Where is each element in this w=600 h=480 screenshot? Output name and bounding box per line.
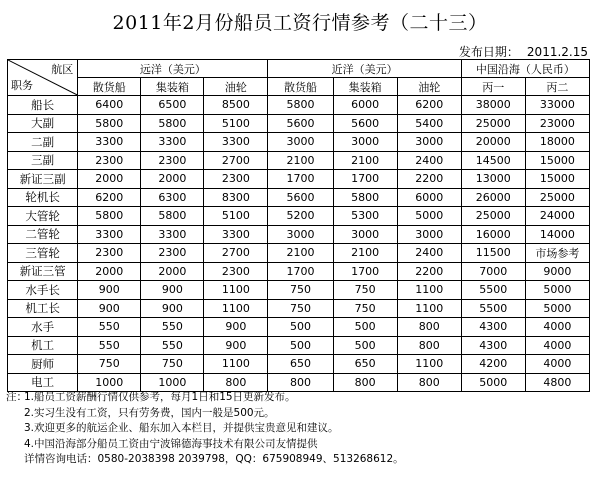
table-row [8, 225, 590, 244]
wage-cell: 5100 [204, 207, 268, 226]
wage-cell: 5000 [397, 207, 461, 226]
wage-cell: 650 [268, 355, 333, 374]
wage-cell: 5800 [141, 114, 204, 133]
subheader-cell: 油轮 [397, 78, 461, 96]
wage-cell: 1100 [204, 355, 268, 374]
rank-cell: 大副 [8, 114, 78, 133]
wage-cell: 900 [78, 281, 141, 300]
wage-cell: 550 [78, 336, 141, 355]
wage-cell: 800 [204, 373, 268, 392]
wage-cell: 3000 [268, 133, 333, 152]
rank-cell: 新证三管 [8, 262, 78, 281]
wage-cell: 4800 [525, 373, 589, 392]
wage-cell: 2100 [333, 151, 397, 170]
wage-cell: 800 [268, 373, 333, 392]
note-item: 1.船员工资薪酬行情仅供参考，每月1日和15日更新发布。 [24, 391, 296, 403]
wage-cell: 1100 [397, 355, 461, 374]
wage-cell: 市场参考 [525, 244, 589, 263]
wage-cell: 650 [333, 355, 397, 374]
wage-cell: 8500 [204, 96, 268, 115]
notes-lead: 注： [6, 391, 27, 403]
wage-cell: 25000 [461, 114, 525, 133]
wage-cell: 3000 [333, 133, 397, 152]
wage-cell: 500 [268, 336, 333, 355]
wage-cell: 2700 [204, 151, 268, 170]
wage-cell: 14500 [461, 151, 525, 170]
wage-cell: 5800 [78, 114, 141, 133]
wage-cell: 5600 [268, 188, 333, 207]
wage-cell: 6500 [141, 96, 204, 115]
wage-cell: 33000 [525, 96, 589, 115]
publish-date [451, 43, 588, 60]
wage-cell: 1700 [333, 262, 397, 281]
wage-cell: 1000 [141, 373, 204, 392]
wage-cell: 2300 [78, 244, 141, 263]
wage-cell: 2000 [78, 262, 141, 281]
wage-cell: 4000 [525, 336, 589, 355]
wage-cell: 2100 [268, 244, 333, 263]
wage-cell: 6000 [397, 188, 461, 207]
table-row [8, 96, 590, 115]
wage-cell: 3000 [397, 133, 461, 152]
wage-cell: 4200 [461, 355, 525, 374]
table-row [8, 373, 590, 392]
wage-cell: 5100 [204, 114, 268, 133]
wage-cell: 750 [333, 299, 397, 318]
wage-cell: 500 [268, 318, 333, 337]
wage-cell: 2400 [397, 151, 461, 170]
wage-cell: 900 [78, 299, 141, 318]
wage-cell: 5000 [525, 299, 589, 318]
wage-cell: 1100 [397, 299, 461, 318]
wage-cell: 5500 [461, 299, 525, 318]
publish-date-value: 2011.2.15 [526, 45, 588, 59]
wage-cell: 2000 [141, 170, 204, 189]
wage-cell: 3300 [204, 225, 268, 244]
note-item: 2.实习生没有工资，只有劳务费，国内一般是500元。 [24, 406, 275, 419]
rank-cell: 二管轮 [8, 225, 78, 244]
group-header-ocean: 远洋（美元） [78, 60, 268, 78]
wage-cell: 5600 [268, 114, 333, 133]
wage-cell: 26000 [461, 188, 525, 207]
subheader-cell: 集装箱 [333, 78, 397, 96]
wage-cell: 20000 [461, 133, 525, 152]
wage-table [7, 59, 590, 392]
notes-section [6, 390, 404, 468]
subheader-cell: 丙一 [461, 78, 525, 96]
table-row [8, 114, 590, 133]
subheader-cell: 散货船 [78, 78, 141, 96]
wage-cell: 800 [397, 336, 461, 355]
wage-cell: 11500 [461, 244, 525, 263]
wage-cell: 3000 [268, 225, 333, 244]
wage-cell: 2200 [397, 170, 461, 189]
wage-cell: 900 [141, 281, 204, 300]
wage-cell: 4000 [525, 355, 589, 374]
wage-cell: 6200 [397, 96, 461, 115]
wage-cell: 800 [333, 373, 397, 392]
wage-cell: 3300 [78, 133, 141, 152]
note-item: 3.欢迎更多的航运企业、船东加入本栏目，并提供宝贵意见和建议。 [24, 422, 339, 434]
wage-cell: 800 [397, 373, 461, 392]
wage-cell: 6300 [141, 188, 204, 207]
wage-cell: 550 [141, 336, 204, 355]
table-row [8, 318, 590, 337]
wage-cell: 5300 [333, 207, 397, 226]
rank-cell: 电工 [8, 373, 78, 392]
wage-cell: 2300 [204, 170, 268, 189]
wage-cell: 2000 [141, 262, 204, 281]
wage-cell: 13000 [461, 170, 525, 189]
wage-cell: 800 [397, 318, 461, 337]
wage-cell: 1700 [268, 170, 333, 189]
wage-cell: 2200 [397, 262, 461, 281]
wage-cell: 5800 [141, 207, 204, 226]
contact-info: 详情咨询电话：0580-2038398 2039798，QQ：675908949、513268612。 [24, 453, 404, 465]
table-row [8, 133, 590, 152]
wage-cell: 9000 [525, 262, 589, 281]
table-row [8, 262, 590, 281]
wage-cell: 24000 [525, 207, 589, 226]
wage-cell: 2300 [141, 151, 204, 170]
wage-cell: 2700 [204, 244, 268, 263]
wage-cell: 3300 [141, 133, 204, 152]
rank-cell: 三副 [8, 151, 78, 170]
wage-cell: 550 [78, 318, 141, 337]
wage-cell: 6000 [333, 96, 397, 115]
wage-cell: 8300 [204, 188, 268, 207]
table-row [8, 336, 590, 355]
table-row [8, 188, 590, 207]
corner-route-label: 航区 [51, 63, 74, 76]
wage-cell: 5500 [461, 281, 525, 300]
wage-cell: 15000 [525, 151, 589, 170]
group-header-coastal: 中国沿海（人民币） [461, 60, 589, 78]
wage-cell: 5000 [525, 281, 589, 300]
wage-cell: 15000 [525, 170, 589, 189]
wage-cell: 2300 [204, 262, 268, 281]
wage-cell: 4000 [525, 318, 589, 337]
wage-cell: 500 [333, 318, 397, 337]
wage-cell: 3300 [78, 225, 141, 244]
wage-cell: 25000 [525, 188, 589, 207]
wage-cell: 5200 [268, 207, 333, 226]
wage-cell: 16000 [461, 225, 525, 244]
corner-header [8, 60, 78, 96]
page-title: 2011年2月份船员工资行情参考（二十三） [112, 12, 488, 34]
wage-cell: 3300 [204, 133, 268, 152]
rank-cell: 水手 [8, 318, 78, 337]
group-header-row [8, 60, 590, 78]
wage-cell: 2300 [78, 151, 141, 170]
wage-cell: 1100 [204, 299, 268, 318]
wage-cell: 900 [204, 336, 268, 355]
table-row [8, 244, 590, 263]
subheader-cell: 散货船 [268, 78, 333, 96]
rank-cell: 机工 [8, 336, 78, 355]
wage-cell: 4300 [461, 336, 525, 355]
wage-cell: 3300 [141, 225, 204, 244]
wage-cell: 5800 [268, 96, 333, 115]
table-row [8, 207, 590, 226]
wage-cell: 750 [268, 281, 333, 300]
wage-cell: 750 [333, 281, 397, 300]
rank-cell: 二副 [8, 133, 78, 152]
wage-cell: 900 [141, 299, 204, 318]
table-row [8, 281, 590, 300]
wage-cell: 14000 [525, 225, 589, 244]
rank-cell: 机工长 [8, 299, 78, 318]
subheader-row [8, 78, 590, 96]
wage-cell: 6400 [78, 96, 141, 115]
rank-cell: 三管轮 [8, 244, 78, 263]
wage-cell: 5800 [78, 207, 141, 226]
wage-cell: 23000 [525, 114, 589, 133]
table-row [8, 170, 590, 189]
wage-cell: 5600 [333, 114, 397, 133]
wage-cell: 38000 [461, 96, 525, 115]
rank-cell: 新证三副 [8, 170, 78, 189]
wage-cell: 1700 [333, 170, 397, 189]
rank-cell: 大管轮 [8, 207, 78, 226]
note-item: 4.中国沿海部分船员工资由宁波锦德海事技术有限公司友情提供 [24, 437, 318, 450]
publish-date-label: 发布日期： [458, 45, 519, 59]
table-row [8, 355, 590, 374]
wage-cell: 2100 [333, 244, 397, 263]
wage-cell: 900 [204, 318, 268, 337]
group-header-nearsea: 近洋（美元） [268, 60, 461, 78]
wage-cell: 1700 [268, 262, 333, 281]
table-row [8, 151, 590, 170]
subheader-cell: 油轮 [204, 78, 268, 96]
wage-cell: 7000 [461, 262, 525, 281]
rank-cell: 水手长 [8, 281, 78, 300]
rank-cell: 轮机长 [8, 188, 78, 207]
wage-cell: 3000 [397, 225, 461, 244]
wage-cell: 500 [333, 336, 397, 355]
table-row [8, 299, 590, 318]
wage-cell: 750 [141, 355, 204, 374]
wage-cell: 1100 [204, 281, 268, 300]
wage-cell: 2400 [397, 244, 461, 263]
wage-cell: 25000 [461, 207, 525, 226]
wage-cell: 750 [268, 299, 333, 318]
subheader-cell: 集装箱 [141, 78, 204, 96]
wage-cell: 5800 [333, 188, 397, 207]
subheader-cell: 丙二 [525, 78, 589, 96]
wage-cell: 750 [78, 355, 141, 374]
wage-cell: 2100 [268, 151, 333, 170]
wage-cell: 550 [141, 318, 204, 337]
wage-cell: 5400 [397, 114, 461, 133]
wage-cell: 4300 [461, 318, 525, 337]
wage-cell: 5000 [461, 373, 525, 392]
wage-cell: 3000 [333, 225, 397, 244]
wage-table-body [8, 96, 590, 392]
wage-cell: 1100 [397, 281, 461, 300]
wage-cell: 2300 [141, 244, 204, 263]
corner-position-label: 职务 [11, 79, 33, 92]
wage-cell: 1000 [78, 373, 141, 392]
rank-cell: 厨师 [8, 355, 78, 374]
wage-cell: 6200 [78, 188, 141, 207]
wage-cell: 2000 [78, 170, 141, 189]
wage-cell: 18000 [525, 133, 589, 152]
rank-cell: 船长 [8, 96, 78, 115]
